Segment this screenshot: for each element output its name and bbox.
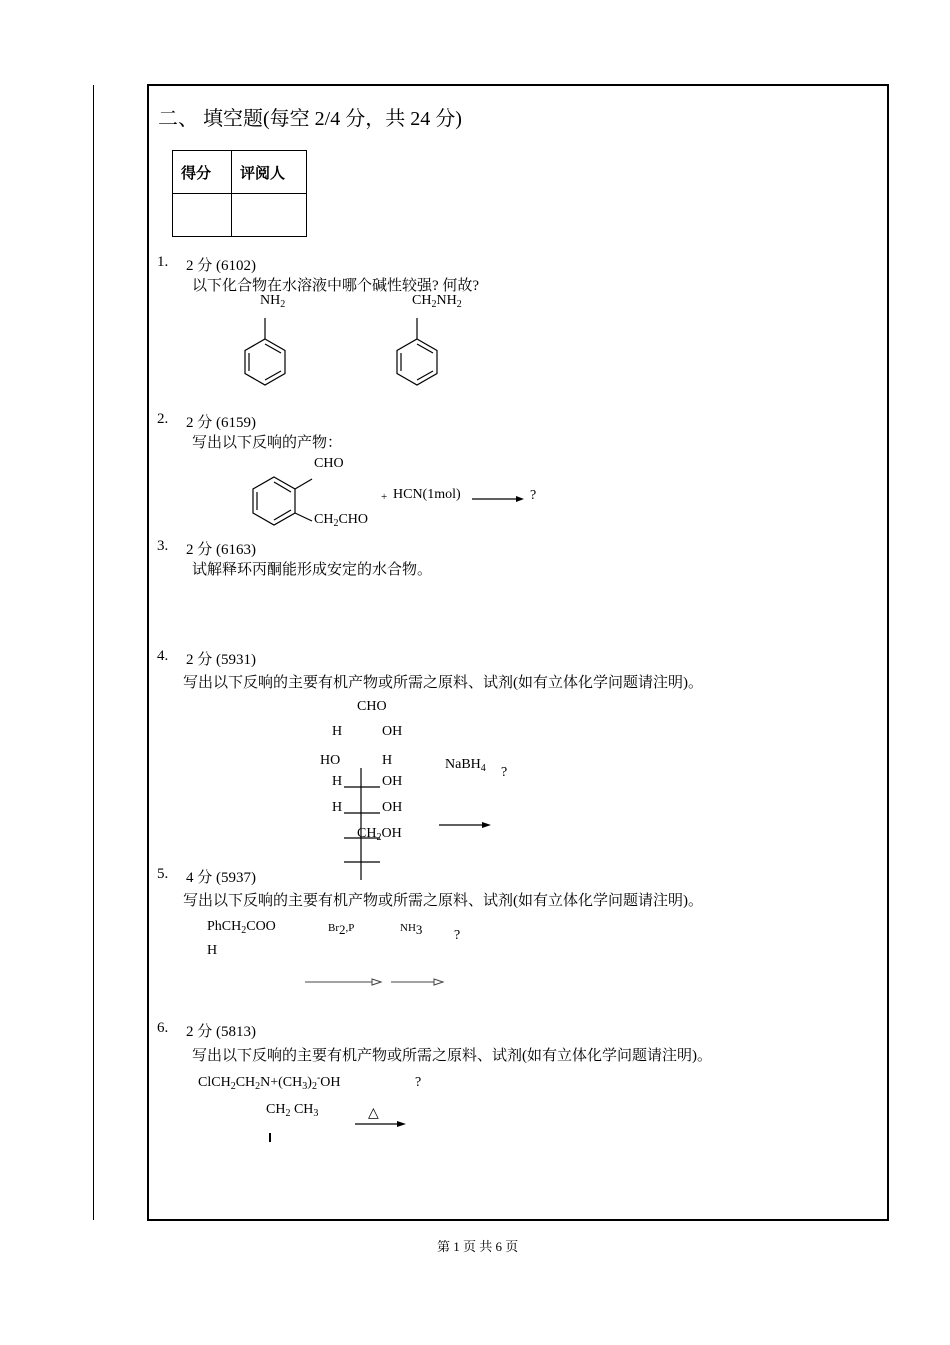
section-title: 二、 填空题(每空 2/4 分，共 24 分) bbox=[158, 108, 462, 130]
q5-text: 写出以下反响的主要有机产物或所需之原料、试剂(如有立体化学问题请注明)。 bbox=[183, 893, 703, 909]
q2-cho-label: CHO bbox=[314, 456, 344, 471]
q4-r2-left: HO bbox=[320, 753, 341, 768]
q3-number: 3. bbox=[157, 538, 169, 554]
q4-bottom-ch2oh: $CH_2OH$ bbox=[357, 826, 402, 843]
q4-r4-left: H bbox=[332, 800, 343, 815]
q1-points: 2 分 (6102) bbox=[186, 258, 256, 274]
q5-start-line1: PhCH$_2$COO bbox=[207, 919, 276, 936]
q4-number: 4. bbox=[157, 648, 169, 664]
q2-text: 写出以下反响的产物： bbox=[192, 435, 343, 451]
q2-ch2cho-label: $CH_2CHO$ bbox=[314, 512, 369, 529]
q2-points: 2 分 (6159) bbox=[186, 415, 256, 431]
q4-top-cho: CHO bbox=[357, 699, 387, 714]
q4-r2-right: H bbox=[382, 753, 393, 768]
q4-r1-right: OH bbox=[382, 724, 403, 739]
q5-points: 4 分 (5937) bbox=[186, 870, 256, 886]
q4-reagent: NaBH$_4$ bbox=[445, 757, 486, 774]
q2-question-mark: ? bbox=[530, 488, 537, 503]
score-header: 得分 bbox=[173, 151, 232, 194]
q6-formula-line1: $ClCH_2CH_2N+(CH_3)_2^-OH$ bbox=[198, 1072, 341, 1092]
q6-question-mark: ? bbox=[415, 1075, 422, 1090]
q4-text: 写出以下反响的主要有机产物或所需之原料、试剂(如有立体化学问题请注明)。 bbox=[183, 675, 703, 691]
q6-formula-line2: $CH_2$ $CH_3$ bbox=[266, 1102, 319, 1119]
q6-points: 2 分 (5813) bbox=[186, 1024, 256, 1040]
q2-reagent: HCN(1mol) bbox=[393, 487, 461, 502]
q4-question-mark: ? bbox=[501, 765, 508, 780]
q2-number: 2. bbox=[157, 411, 169, 427]
grader-header: 评阅人 bbox=[232, 151, 307, 194]
q1-benzylamine-label: $CH_2NH_2$ bbox=[412, 293, 462, 310]
q1-number: 1. bbox=[157, 254, 169, 270]
q5-number: 5. bbox=[157, 866, 169, 882]
q4-points: 2 分 (5931) bbox=[186, 652, 256, 668]
q6-number: 6. bbox=[157, 1020, 169, 1036]
q5-reagent2: $NH_3$ bbox=[400, 922, 423, 937]
q4-r1-left: H bbox=[332, 724, 343, 739]
q6-text: 写出以下反响的主要有机产物或所需之原料、试剂(如有立体化学问题请注明)。 bbox=[192, 1048, 712, 1064]
q2-plus: + bbox=[381, 491, 388, 503]
q5-start-line2: H bbox=[207, 943, 218, 958]
q5-question-mark: ? bbox=[454, 928, 461, 943]
q3-points: 2 分 (6163) bbox=[186, 542, 256, 558]
q4-r3-left: H bbox=[332, 774, 343, 789]
q4-r4-right: OH bbox=[382, 800, 403, 815]
q1-text: 以下化合物在水溶液中哪个碱性较强? 何故? bbox=[192, 278, 480, 294]
q3-text: 试解释环丙酮能形成安定的水合物。 bbox=[192, 562, 433, 578]
q1-aniline-label: $NH_2$ bbox=[260, 293, 286, 310]
q4-r3-right: OH bbox=[382, 774, 403, 789]
q5-reagent1: $Br_2,P$ bbox=[328, 922, 355, 937]
q6-heat-symbol: △ bbox=[368, 1106, 379, 1121]
page-footer: 第 1 页 共 6 页 bbox=[437, 1239, 519, 1254]
